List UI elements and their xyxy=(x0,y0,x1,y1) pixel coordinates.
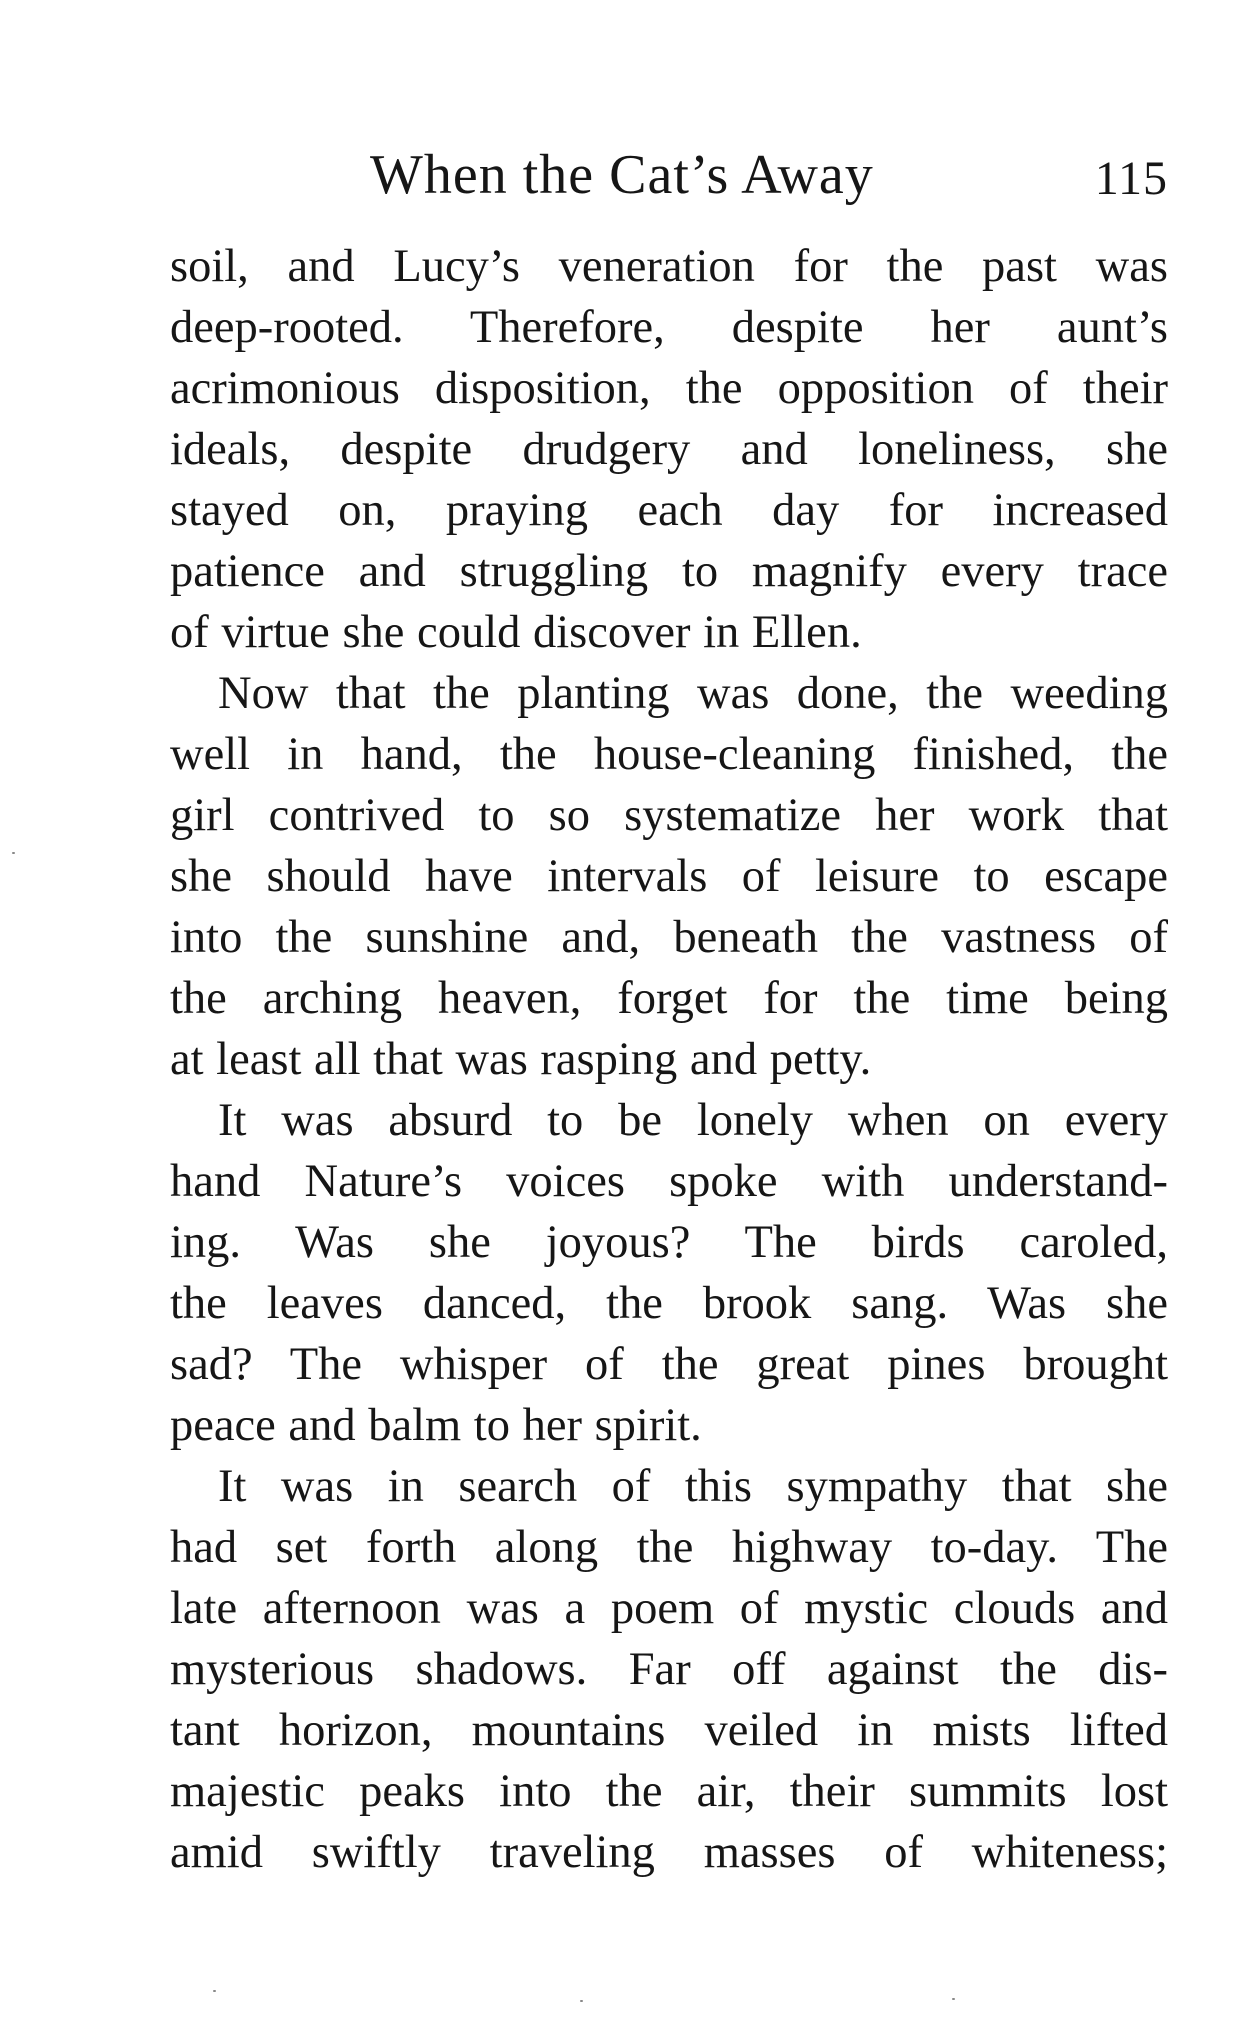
text-line: Now that the planting was done, the weeding xyxy=(218,668,1168,719)
text-line: the leaves danced, the brook sang. Was she xyxy=(170,1278,1168,1329)
text-line: hand Nature’s voices spoke with understand- xyxy=(170,1156,1168,1207)
paragraph xyxy=(170,1090,1168,1456)
text-line: at least all that was rasping and petty. xyxy=(170,1034,872,1085)
text-line: late afternoon was a poem of mystic clouds and xyxy=(170,1583,1168,1634)
scan-speck xyxy=(12,852,15,854)
text-line: patience and struggling to magnify every trace xyxy=(170,546,1168,597)
paragraph xyxy=(170,1456,1168,1883)
text-line: she should have intervals of leisure to escape xyxy=(170,851,1168,902)
text-line: It was absurd to be lonely when on every xyxy=(218,1095,1168,1146)
text-line: deep-rooted. Therefore, despite her aunt’s xyxy=(170,302,1168,353)
text-line: majestic peaks into the air, their summits lost xyxy=(170,1766,1168,1817)
text-line: ing. Was she joyous? The birds caroled, xyxy=(170,1217,1168,1268)
scan-speck xyxy=(580,2000,583,2002)
text-line: stayed on, praying each day for increased xyxy=(170,485,1168,536)
text-line: peace and balm to her spirit. xyxy=(170,1400,702,1451)
scan-speck xyxy=(952,1998,955,2000)
page-number: 115 xyxy=(1094,152,1168,205)
text-line: of virtue she could discover in Ellen. xyxy=(170,607,862,658)
text-line: acrimonious disposition, the opposition of their xyxy=(170,363,1168,414)
text-line: ideals, despite drudgery and loneliness, she xyxy=(170,424,1168,475)
text-line: girl contrived to so systematize her work that xyxy=(170,790,1168,841)
text-line: soil, and Lucy’s veneration for the past was xyxy=(170,241,1168,292)
paragraph xyxy=(170,663,1168,1090)
running-head xyxy=(170,135,1168,215)
text-line: amid swiftly traveling masses of whiteness; xyxy=(170,1827,1168,1878)
text-line: well in hand, the house-cleaning finished, the xyxy=(170,729,1168,780)
scan-speck xyxy=(213,1990,216,1992)
text-line: sad? The whisper of the great pines brought xyxy=(170,1339,1168,1390)
text-line: tant horizon, mountains veiled in mists lifted xyxy=(170,1705,1168,1756)
text-line: had set forth along the highway to-day. The xyxy=(170,1522,1168,1573)
text-line: mysterious shadows. Far off against the dis- xyxy=(170,1644,1168,1695)
running-head-title: When the Cat’s Away xyxy=(370,144,874,206)
text-line: the arching heaven, forget for the time being xyxy=(170,973,1168,1024)
text-line: It was in search of this sympathy that she xyxy=(218,1461,1168,1512)
text-line: into the sunshine and, beneath the vastness of xyxy=(170,912,1168,963)
body-text xyxy=(170,236,1168,1883)
paragraph xyxy=(170,236,1168,663)
